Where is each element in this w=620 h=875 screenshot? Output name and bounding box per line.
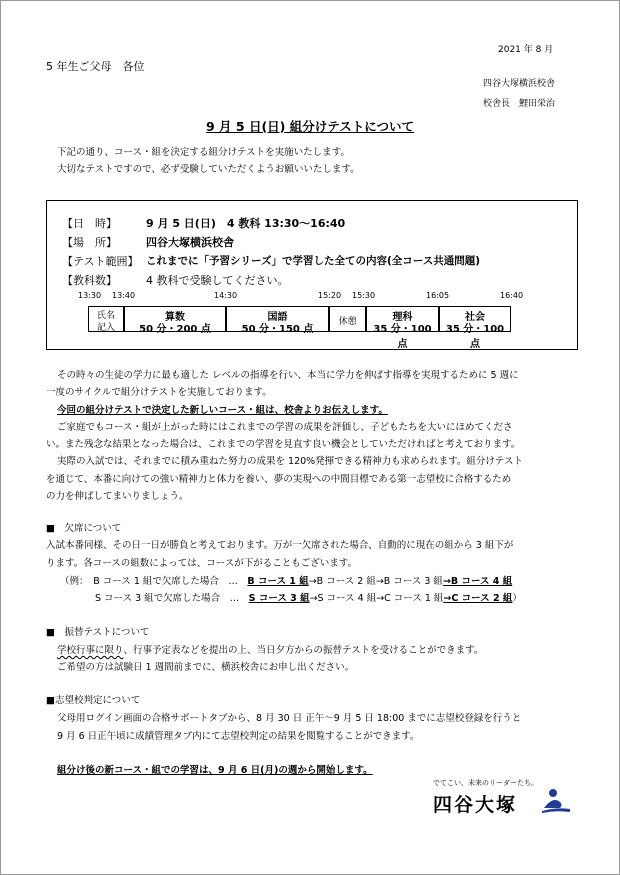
paragraph-3-line-2: を通じて、本番に向けての強い精神力と体力を養い、夢の実現への中間目標である第一志望校に合格するため [46,474,512,485]
paragraph-3-line-1: 実際の入試では、それまでに積み重ねた努力の成果を 120%発揮できる精神力も求められます。組分けテスト [57,456,524,467]
absence-line-1: 入試本番同様、その日一日が勝負と考えております。万が一欠席された場合、自動的に現在の組から 3 組下が [46,540,514,551]
example-1-result: →B コース 4 組 [442,576,513,587]
schedule-science-cell [366,306,439,350]
time-tick: 16:05 [426,291,450,300]
closing-notice: 組分け後の新コース・組での学習は、9 月 6 日(月)の週から開始します。 [57,765,373,776]
makeup-heading: ■ 振替テストについて [46,627,150,638]
science-detail: 35 分・100 点 [373,324,432,350]
info-label-place: 【場 所】 [62,236,117,249]
time-tick: 16:40 [500,291,524,300]
time-tick: 14:30 [214,291,238,300]
logo-name: 四谷大塚 [433,794,518,816]
name-cell-label-1: 氏名 [96,311,115,321]
schedule-math-cell [124,306,226,335]
makeup-condition: 学校行事に限り [57,645,124,656]
document-title: 9 月 5 日(日) 組分けテストについて [206,119,414,134]
schedule-break-cell [329,306,366,332]
results-notice: 今回の組分けテストで決定した新しいコース・組は、校舎よりお伝えします。 [57,405,388,416]
time-tick: 15:20 [318,291,342,300]
makeup-line-1 [57,642,483,656]
absence-example-2 [95,590,522,604]
schedule-japanese-cell [226,306,329,335]
social-detail: 35 分・100 点 [445,324,505,350]
name-cell-label-2: 記入 [96,323,115,333]
school-name: 四谷大塚横浜校舎 [483,79,556,89]
example-1-current: B コース 1 組 [247,576,309,587]
absence-line-2: ります。各コースの組数によっては、コースが下がることもございます。 [46,558,358,569]
math-label: 算数 [165,312,185,323]
absence-heading: ■ 欠席について [46,523,122,534]
info-value-subjects: 4 教科で受験してください。 [146,274,289,287]
makeup-line-2: ご希望の方は試験日 1 週間前までに、横浜校舎にお申し出ください。 [57,662,355,673]
break-label: 休憩 [338,317,357,327]
info-value-range: これまでに「予習シリーズ」で学習した全ての内容(全コース共通問題) [146,255,481,267]
principal-name: 校舎長 鯉田栄治 [483,99,556,109]
paragraph-3-line-3: の力を伸ばしてまいりましょう。 [46,491,189,502]
example-2-end: ） [512,593,522,604]
time-tick: 13:30 [78,291,102,300]
info-label-datetime: 【日 時】 [62,217,117,230]
intro-line-2: 大切なテストですので、必ず受験していただくようお願いいたします。 [57,164,360,175]
info-label-range: 【テスト範囲】 [62,255,139,268]
logo-mark-icon [540,786,572,814]
schedule-name-cell [88,306,124,332]
social-label: 社会 [465,312,485,323]
info-value-place: 四谷大塚横浜校舎 [146,236,234,249]
example-1-prefix: （例： B コース 1 組で欠席した場合 … [60,576,248,587]
intro-line-1: 下記の通り、コース・組を決定する組分けテストを実施いたします。 [57,147,350,158]
example-2-result: →C コース 2 組 [443,593,513,604]
info-value-datetime: 9 月 5 日(日) 4 教科 13:30～16:40 [146,217,346,230]
issue-date: 2021 年 8 月 [498,45,554,55]
paragraph-1-line-1: その時々の生徒の学力に最も適した レベルの指導を行い、本当に学力を伸ばす指導を実現するために 5 週に [57,370,519,381]
target-line-2: 9 月 6 日正午頃に成績管理タブ内にて志望校判定の結果を閲覧することができます。 [57,731,420,742]
time-tick: 13:40 [112,291,136,300]
info-label-subjects: 【教科数】 [62,274,117,287]
time-tick: 15:30 [352,291,376,300]
makeup-detail: 、行事予定表などを提出の上、当日夕方からの振替テストを受けることができます。 [123,645,484,656]
addressee: 5 年生ご父母 各位 [46,60,145,73]
logo-tagline: でてこい、未来のリーダーたち。 [433,779,538,787]
science-label: 理科 [392,312,413,323]
paragraph-2-line-1: ご家庭でもコース・組が上がった時にはこれまでの学習の成果を評価し、子どもたちを大いにほめてくださ [57,422,513,433]
math-detail: 50 分・200 点 [139,324,211,335]
japanese-detail: 50 分・150 点 [241,324,314,335]
paragraph-2-line-2: い。また残念な結果となった場合は、これまでの学習を見直す良い機会としていただければと考えております。 [46,439,521,450]
target-heading: ■志望校判定について [46,695,141,706]
paragraph-1-line-2: 一度のサイクルで組分けテストを実施しております。 [46,387,272,398]
example-2-current: S コース 3 組 [248,593,310,604]
example-2-steps: →S コース 4 組→C コース 1 組 [309,593,444,604]
schedule-social-cell [439,306,511,350]
absence-example-1 [60,573,512,587]
japanese-label: 国語 [267,312,288,323]
example-2-prefix: S コース 3 組で欠席した場合 … [95,593,249,604]
example-1-steps: →B コース 2 組→B コース 3 組 [308,576,443,587]
target-line-1: 父母用ログイン画面の合格サポートタブから、8 月 30 日 正午～9 月 5 日 18:00 までに志望校登録を行うと [57,713,522,724]
